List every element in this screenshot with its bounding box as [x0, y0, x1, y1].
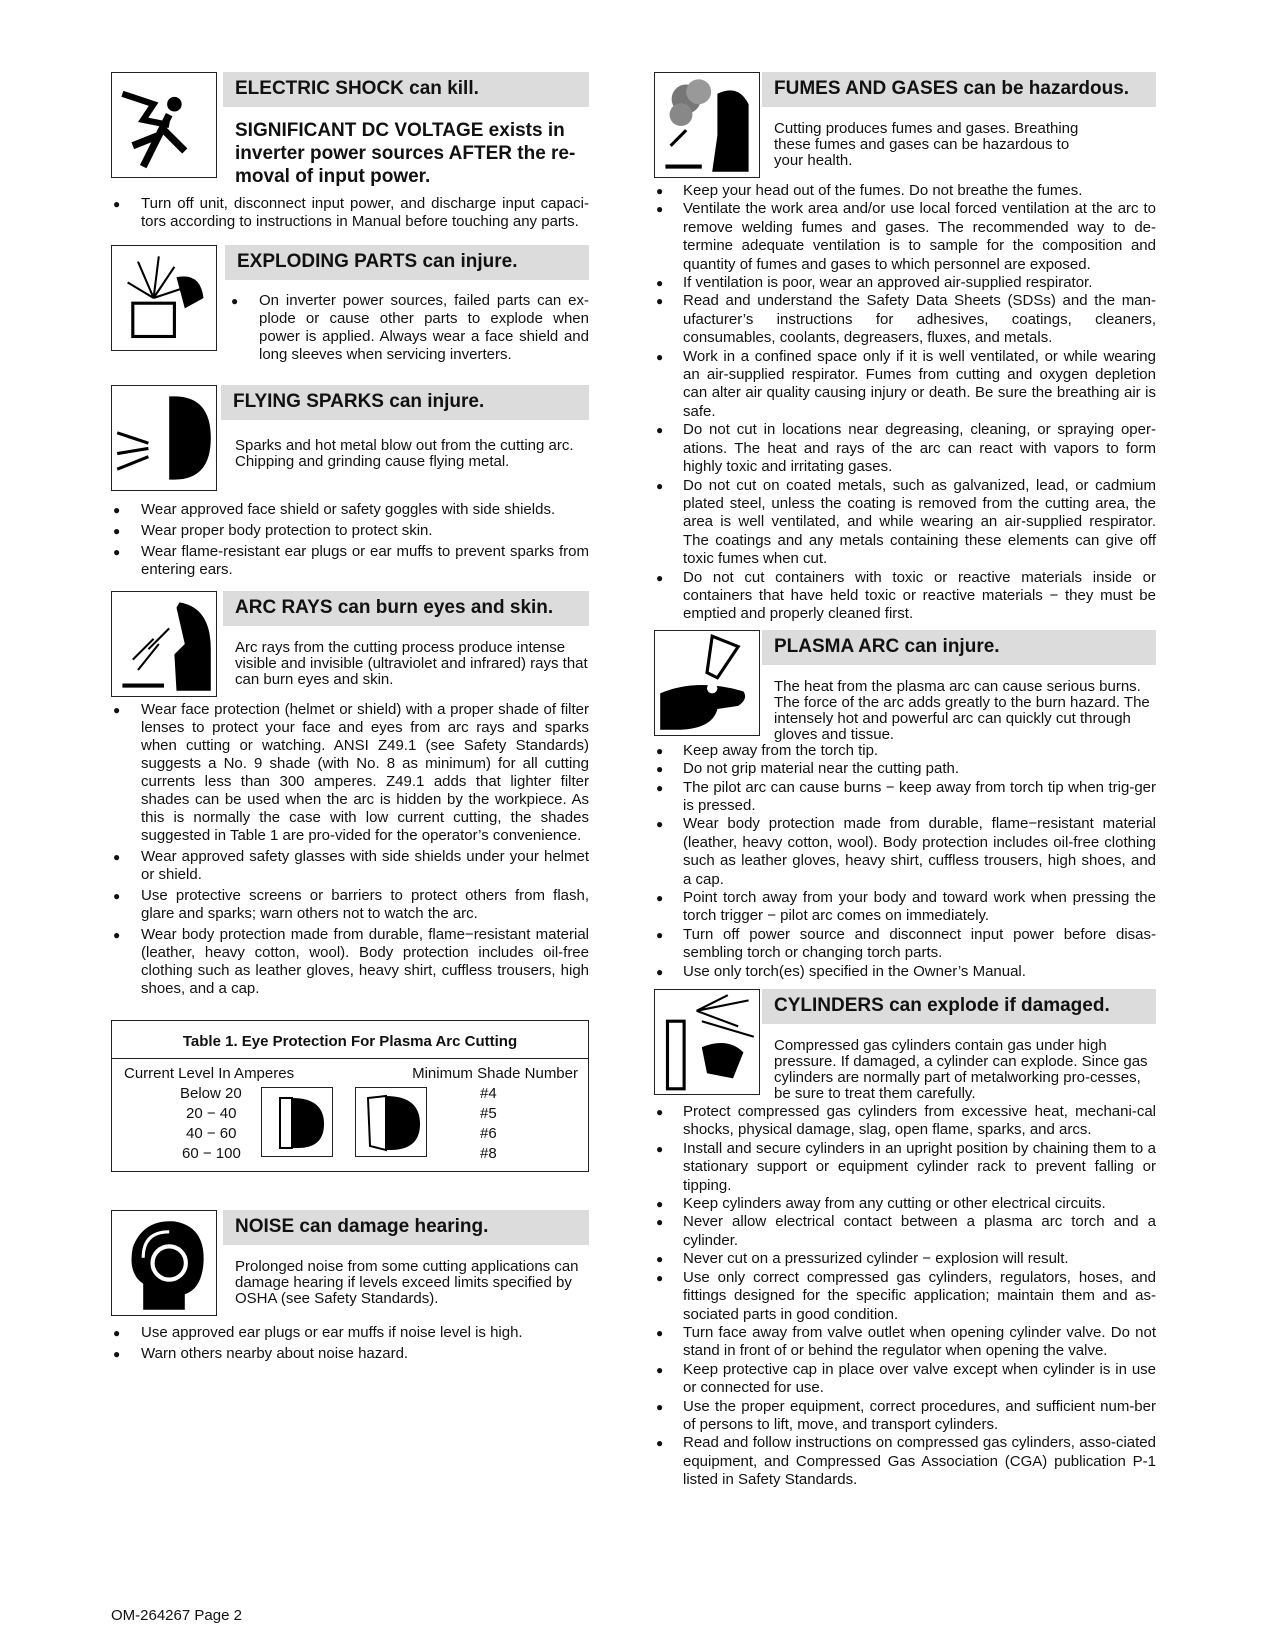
face-shield-icon — [355, 1087, 427, 1157]
exploding-parts-section — [111, 245, 589, 363]
bullet-item: ● Never allow electrical contact between a plasma arc torch and a cylinder. — [654, 1213, 1156, 1250]
exploding-parts-title: EXPLODING PARTS can injure. — [225, 245, 589, 280]
electric-shock-icon — [111, 72, 217, 178]
arc-rays-section — [111, 591, 589, 699]
flying-sparks-title: FLYING SPARKS can injure. — [221, 385, 589, 420]
bullet-item: ● Turn off power source and disconnect input power before disas-sembling torch or changing torch parts. — [654, 926, 1156, 963]
table-shade-value: #8 — [480, 1145, 497, 1162]
page-footer: OM-264267 Page 2 — [111, 1607, 242, 1624]
fumes-section — [654, 72, 1156, 178]
bullet-item: ● If ventilation is poor, wear an approved air-supplied respirator. — [654, 274, 1156, 292]
bullet-item: ● Wear proper body protection to protect skin. — [111, 522, 589, 540]
bullet-item: ● Use only torch(es) specified in the Owner’s Manual. — [654, 963, 1156, 981]
plasma-arc-title: PLASMA ARC can injure. — [762, 630, 1156, 665]
plasma-arc-section — [654, 630, 1156, 743]
electric-shock-title: ELECTRIC SHOCK can kill. — [223, 72, 589, 107]
bullet-item: ● Keep your head out of the fumes. Do not breathe the fumes. — [654, 182, 1156, 200]
electric-shock-bullets — [111, 195, 589, 231]
bullet-item: ● On inverter power sources, failed parts can ex-plode or cause other parts to explode when power is applied. Always wear a face shield and long sleeves when servicing inverters. — [229, 292, 589, 364]
table-current-value: Below 20 — [180, 1085, 242, 1102]
eye-protection-table — [111, 1020, 589, 1172]
welding-helmet-icon — [261, 1087, 333, 1157]
plasma-arc-icon — [654, 630, 760, 736]
noise-bullets — [111, 1324, 589, 1363]
bullet-item: ● Warn others nearby about noise hazard. — [111, 1345, 589, 1363]
fumes-description: Cutting produces fumes and gases. Breathing these fumes and gases can be hazardous to your health. — [774, 120, 1079, 169]
cylinders-description: Compressed gas cylinders contain gas under high pressure. If damaged, a cylinder can explode. Since gas cylinders are normally part of metalworking pro-cesses, be sure to treat them carefully. — [774, 1037, 1148, 1103]
cylinders-bullets — [654, 1103, 1156, 1490]
fumes-bullets — [654, 182, 1156, 624]
arc-rays-title: ARC RAYS can burn eyes and skin. — [223, 591, 589, 626]
noise-title: NOISE can damage hearing. — [223, 1210, 589, 1245]
bullet-item: ● Wear approved safety glasses with side shields under your helmet or shield. — [111, 848, 589, 884]
flying-sparks-icon — [111, 385, 217, 491]
bullet-item: ● Use approved ear plugs or ear muffs if noise level is high. — [111, 1324, 589, 1342]
cylinders-section — [654, 989, 1156, 1103]
arc-rays-icon — [111, 591, 217, 697]
table-shade-value: #5 — [480, 1105, 497, 1122]
bullet-item: ● Read and understand the Safety Data Sheets (SDSs) and the man-ufacturer’s instructions for adhesives, coatings, cleaners, consumables, coolants, degreasers, fluxes, and metals. — [654, 292, 1156, 347]
bullet-item: ● Turn face away from valve outlet when opening cylinder valve. Do not stand in front of or behind the regulator when opening the valve. — [654, 1324, 1156, 1361]
bullet-item: ● Keep protective cap in place over valve except when cylinder is in use or connected for use. — [654, 1361, 1156, 1398]
right-column — [654, 72, 1156, 1490]
flying-sparks-section — [111, 385, 589, 493]
bullet-item: ● The pilot arc can cause burns − keep away from torch tip when trig-ger is pressed. — [654, 779, 1156, 816]
flying-sparks-description: Sparks and hot metal blow out from the cutting arc. Chipping and grinding cause flying metal. — [235, 437, 574, 470]
table-shade-value: #4 — [480, 1085, 497, 1102]
bullet-item: ● Do not cut containers with toxic or reactive materials inside or containers that have held toxic or reactive materials − they must be emptied and properly cleaned first. — [654, 569, 1156, 624]
plasma-arc-bullets — [654, 742, 1156, 981]
noise-description: Prolonged noise from some cutting applications can damage hearing if levels exceed limits specified by OSHA (see Safety Standards). — [235, 1258, 579, 1307]
noise-icon — [111, 1210, 217, 1316]
bullet-item: ● Work in a confined space only if it is well ventilated, or while wearing an air-supplied respirator. Fumes from cutting and oxygen depletion can alter air quality causing injury or death. Be sure the breathing air is safe. — [654, 348, 1156, 422]
bullet-item: ● Wear body protection made from durable, flame−resistant material (leather, heavy cotton, wool). Body protection includes oil-free clothing such as leather gloves, heavy shirt, cuffless trousers, high shoes, and a cap. — [654, 815, 1156, 889]
arc-rays-bullets — [111, 701, 589, 998]
bullet-item: ● Install and secure cylinders in an upright position by chaining them to a stationary support or equipment cylinder rack to prevent falling or tipping. — [654, 1140, 1156, 1195]
table-column-current: Current Level In Amperes — [124, 1065, 295, 1082]
bullet-item: ● Wear approved face shield or safety goggles with side shields. — [111, 501, 589, 519]
cylinders-title: CYLINDERS can explode if damaged. — [762, 989, 1156, 1024]
exploding-parts-icon — [111, 245, 217, 351]
bullet-item: ● Do not cut on coated metals, such as galvanized, lead, or cadmium plated steel, unless the coating is removed from the cutting area, the area is well ventilated, and while wearing an air-supplied respirator. The coatings and any metals containing these elements can give off toxic fumes when cut. — [654, 477, 1156, 569]
bullet-item: ● Do not cut in locations near degreasing, cleaning, or spraying oper-ations. The heat and rays of the arc can react with vapors to form highly toxic and irritating gases. — [654, 421, 1156, 476]
table-current-value: 40 − 60 — [186, 1125, 237, 1142]
table-column-shade: Minimum Shade Number — [412, 1065, 578, 1082]
arc-rays-description: Arc rays from the cutting process produce intense visible and invisible (ultraviolet and infrared) rays that can burn eyes and skin. — [235, 639, 588, 688]
bullet-item: ● Read and follow instructions on compressed gas cylinders, asso-ciated equipment, and Compressed Gas Association (CGA) publication P-1 listed in Safety Standards. — [654, 1434, 1156, 1489]
fumes-icon — [654, 72, 760, 178]
bullet-item: ● Do not grip material near the cutting path. — [654, 760, 1156, 778]
fumes-title: FUMES AND GASES can be hazardous. — [762, 72, 1156, 107]
exploding-parts-bullets — [229, 292, 589, 364]
flying-sparks-bullets — [111, 501, 589, 579]
bullet-item: ● Point torch away from your body and toward work when pressing the torch trigger − pilot arc comes on immediately. — [654, 889, 1156, 926]
table-title: Table 1. Eye Protection For Plasma Arc Cutting — [112, 1021, 588, 1059]
bullet-item: ● Use protective screens or barriers to protect others from flash, glare and sparks; warn others not to watch the arc. — [111, 887, 589, 923]
electric-shock-subtitle: SIGNIFICANT DC VOLTAGE exists in inverter power sources AFTER the re-moval of input power. — [235, 120, 576, 187]
plasma-arc-description: The heat from the plasma arc can cause serious burns. The force of the arc adds greatly to the burn hazard. The intensely hot and powerful arc can quickly cut through gloves and tissue. — [774, 677, 1150, 743]
table-current-value: 60 − 100 — [182, 1145, 241, 1162]
table-shade-value: #6 — [480, 1125, 497, 1142]
electric-shock-section — [111, 72, 589, 185]
bullet-item: ● Ventilate the work area and/or use local forced ventilation at the arc to remove welding fumes and gases. The recommended way to de-termine adequate ventilation is to sample for the composition and quantity of fumes and gases to which personnel are exposed. — [654, 200, 1156, 274]
bullet-item: ● Never cut on a pressurized cylinder − explosion will result. — [654, 1250, 1156, 1268]
bullet-item: ● Protect compressed gas cylinders from excessive heat, mechani-cal shocks, physical damage, slag, open flame, sparks, and arcs. — [654, 1103, 1156, 1140]
bullet-item: ● Keep cylinders away from any cutting or other electrical circuits. — [654, 1195, 1156, 1213]
bullet-item: ● Use only correct compressed gas cylinders, regulators, hoses, and fittings designed for the specific application; maintain them and as-sociated parts in good condition. — [654, 1269, 1156, 1324]
bullet-item: ● Turn off unit, disconnect input power, and discharge input capaci-tors according to instructions in Manual before touching any parts. — [111, 195, 589, 231]
noise-section — [111, 1210, 589, 1318]
left-column — [111, 72, 589, 1366]
table-current-value: 20 − 40 — [186, 1105, 237, 1122]
bullet-item: ● Keep away from the torch tip. — [654, 742, 1156, 760]
cylinders-icon — [654, 989, 760, 1095]
bullet-item: ● Wear body protection made from durable, flame−resistant material (leather, heavy cotton, wool). Body protection includes oil-free clothing such as leather gloves, heavy shirt, cuffless trousers, high shoes, and a cap. — [111, 926, 589, 998]
bullet-item: ● Use the proper equipment, correct procedures, and sufficient num-ber of persons to lift, move, and transport cylinders. — [654, 1398, 1156, 1435]
bullet-item: ● Wear flame-resistant ear plugs or ear muffs to prevent sparks from entering ears. — [111, 543, 589, 579]
bullet-item: ● Wear face protection (helmet or shield) with a proper shade of filter lenses to protect your face and eyes from arc rays and sparks when cutting or watching. ANSI Z49.1 (see Safety Standards) suggests a No. 9 shade (with No. 8 as minimum) for all cutting currents less than 300 amperes. Z49.1 adds that lighter filter shades can be used when the arc is hidden by the workpiece. As this is normally the case with low current cutting, the shades suggested in Table 1 are pro-vided for the operator’s convenience. — [111, 701, 589, 845]
